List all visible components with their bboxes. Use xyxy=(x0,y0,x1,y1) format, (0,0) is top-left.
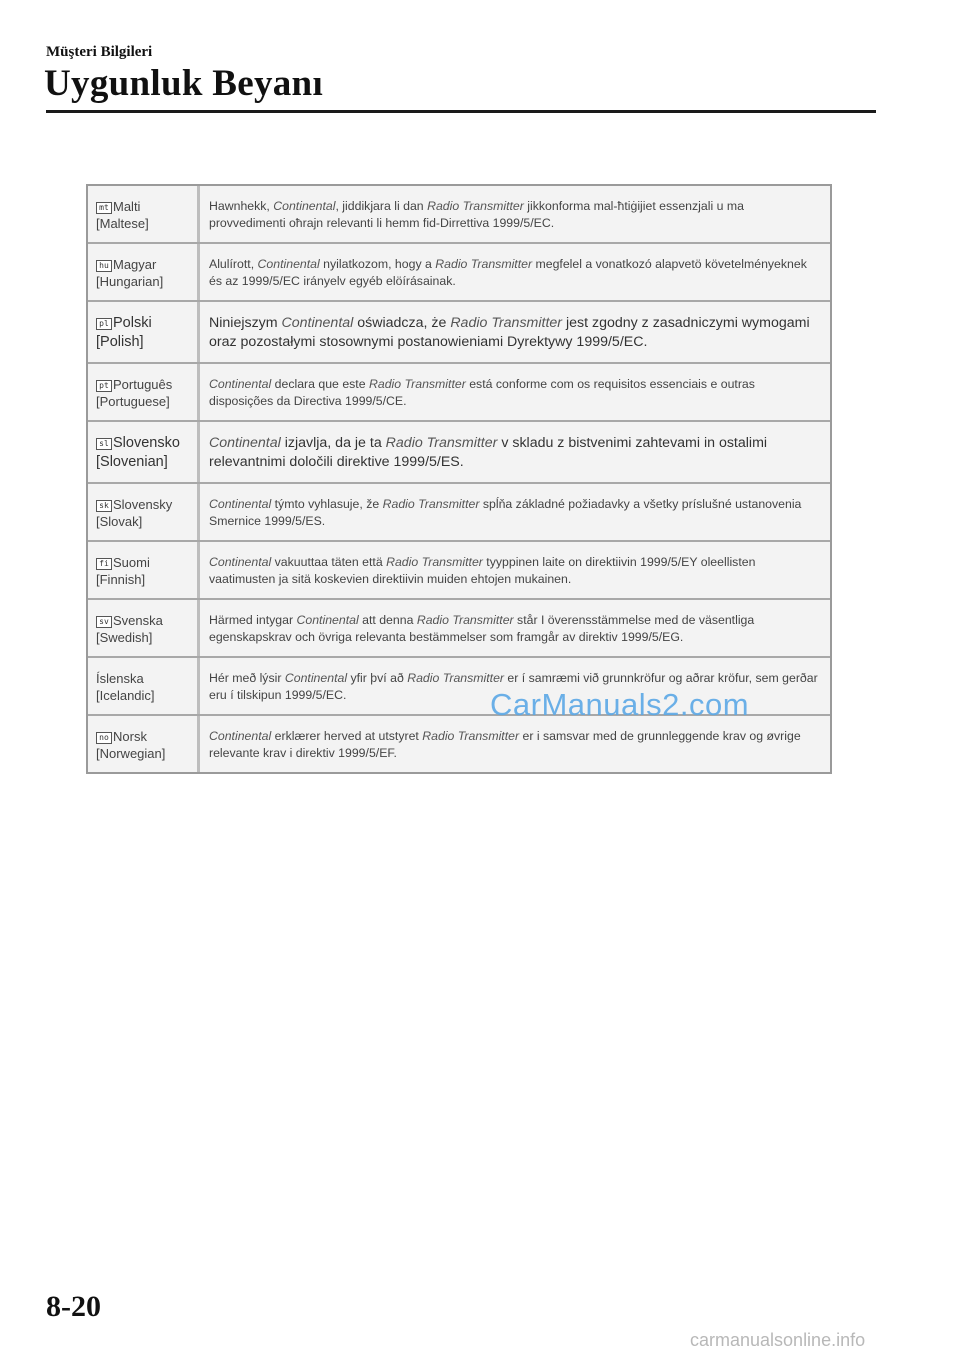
declaration-emphasis: Radio Transmitter xyxy=(382,497,480,511)
declaration-text xyxy=(200,600,830,656)
declaration-emphasis: Continental xyxy=(209,435,281,451)
language-cell xyxy=(88,186,200,242)
declaration-segment: jikkonforma mal-ħtiġijiet essenzjali u ma provvedimenti oħrajn relevanti li hemm fid-Dirrettiva 1999/5/EC. xyxy=(209,199,744,230)
language-native-name: Polski xyxy=(113,315,152,331)
declaration-segment: står I överensstämmelse med de väsentliga egenskapskrav och övriga relevanta bestämmelser som framgår av direktiv 1999/5/EG. xyxy=(209,613,755,644)
declaration-emphasis: Continental xyxy=(209,497,272,511)
language-english-name: [Maltese] xyxy=(96,216,149,231)
declaration-emphasis: Radio Transmitter xyxy=(416,613,514,627)
table-row xyxy=(88,600,830,658)
declaration-segment: Hér með lýsir xyxy=(209,671,285,685)
table-row xyxy=(88,302,830,364)
declaration-text xyxy=(200,244,830,300)
language-cell xyxy=(88,542,200,598)
declaration-emphasis: Continental xyxy=(209,729,272,743)
language-english-name: [Slovenian] xyxy=(96,454,168,470)
table-row xyxy=(88,422,830,484)
language-english-name: [Norwegian] xyxy=(96,746,166,761)
declaration-text xyxy=(200,716,830,772)
declaration-segment: vakuuttaa täten että xyxy=(271,555,387,569)
language-flag-icon: pl xyxy=(96,318,112,330)
declaration-text xyxy=(200,302,830,362)
declaration-emphasis: Radio Transmitter xyxy=(422,729,520,743)
section-label: Müşteri Bilgileri xyxy=(46,44,153,60)
table-row xyxy=(88,244,830,302)
declaration-segment: er i samsvar med de grunnleggende krav og øvrige relevante krav i direktiv 1999/5/EF. xyxy=(209,729,801,760)
declaration-emphasis: Radio Transmitter xyxy=(386,555,483,569)
declaration-segment: tyyppinen laite on direktiivin 1999/5/EY oleellisten vaatimusten ja sitä koskevien direktiivin muiden ehtojen mukainen. xyxy=(209,555,756,586)
declaration-segment: Härmed intygar xyxy=(209,613,297,627)
declaration-emphasis: Continental xyxy=(273,199,336,213)
language-english-name: [Hungarian] xyxy=(96,274,164,289)
declaration-emphasis: Continental xyxy=(209,555,272,569)
language-flag-icon: sk xyxy=(96,500,112,512)
declaration-segment: megfelel a vonatkozó alapvetö követelményeknek és az 1999/5/EC irányelv egyéb elöírásainak. xyxy=(209,257,807,288)
declaration-emphasis: Radio Transmitter xyxy=(407,671,505,685)
language-english-name: [Slovak] xyxy=(96,514,143,529)
language-native-name: Íslenska xyxy=(96,671,144,686)
declaration-segment: declara que este xyxy=(271,377,369,391)
language-native-name: Svenska xyxy=(113,613,163,628)
table-row xyxy=(88,542,830,600)
language-cell xyxy=(88,244,200,300)
language-native-name: Norsk xyxy=(113,729,147,744)
language-flag-icon: sl xyxy=(96,438,112,450)
language-cell xyxy=(88,302,200,362)
declaration-segment: Hawnhekk, xyxy=(209,199,274,213)
declaration-segment: izjavlja, da je ta xyxy=(280,435,386,451)
watermark-brand: CarManuals2.com xyxy=(490,687,750,722)
declaration-emphasis: Continental xyxy=(281,315,354,331)
declaration-emphasis: Radio Transmitter xyxy=(385,435,498,451)
language-cell xyxy=(88,364,200,420)
language-english-name: [Polish] xyxy=(96,334,144,350)
language-flag-icon: mt xyxy=(96,202,112,214)
declaration-emphasis: Continental xyxy=(284,671,348,685)
language-native-name: Malti xyxy=(113,199,141,214)
title-rule xyxy=(46,110,876,113)
language-flag-icon: hu xyxy=(96,260,112,272)
site-watermark: carmanualsonline.info xyxy=(690,1330,866,1350)
declaration-segment: está conforme com os requisitos essenciais e outras disposições da Directiva 1999/5/CE. xyxy=(209,377,755,408)
table-row xyxy=(88,484,830,542)
language-cell xyxy=(88,658,200,714)
language-native-name: Slovensko xyxy=(113,435,180,451)
declaration-emphasis: Continental xyxy=(296,613,359,627)
table-row xyxy=(88,716,830,772)
declaration-text xyxy=(200,484,830,540)
declaration-emphasis: Radio Transmitter xyxy=(435,257,533,271)
language-cell xyxy=(88,716,200,772)
declaration-emphasis: Radio Transmitter xyxy=(450,315,563,331)
declaration-emphasis: Radio Transmitter xyxy=(368,377,466,391)
declaration-segment: , jiddikjara li dan xyxy=(335,199,428,213)
table-row xyxy=(88,364,830,422)
table-row xyxy=(88,186,830,244)
language-flag-icon: fi xyxy=(96,558,112,570)
language-flag-icon: sv xyxy=(96,616,112,628)
language-english-name: [Finnish] xyxy=(96,572,146,587)
declaration-text xyxy=(200,364,830,420)
declaration-segment: nyilatkozom, hogy a xyxy=(319,257,436,271)
language-cell xyxy=(88,422,200,482)
declaration-segment: att denna xyxy=(358,613,417,627)
declaration-segment: spĺňa základné požiadavky a všetky príslušné ustanovenia Smernice 1999/5/ES. xyxy=(209,497,802,528)
declaration-text xyxy=(200,422,830,482)
language-english-name: [Swedish] xyxy=(96,630,153,645)
declaration-text xyxy=(200,542,830,598)
language-english-name: [Portuguese] xyxy=(96,394,170,409)
declaration-segment: týmto vyhlasuje, že xyxy=(271,497,383,511)
language-english-name: [Icelandic] xyxy=(96,688,155,703)
language-native-name: Slovensky xyxy=(113,497,173,512)
language-flag-icon: no xyxy=(96,732,112,744)
language-flag-icon: pt xyxy=(96,380,112,392)
language-cell xyxy=(88,600,200,656)
declaration-emphasis: Continental xyxy=(257,257,320,271)
declaration-segment: Niniejszym xyxy=(209,315,282,331)
declaration-segment: oświadcza, że xyxy=(353,315,451,331)
declaration-segment: v skladu z bistvenimi zahtevami in ostalimi relevantnimi določili direktive 1999/5/ES. xyxy=(209,435,768,470)
page-number: 8-20 xyxy=(46,1290,101,1323)
language-native-name: Português xyxy=(113,377,173,392)
declaration-emphasis: Radio Transmitter xyxy=(427,199,524,213)
declaration-segment: er í samræmi við grunnkröfur og aðrar kröfur, sem gerðar eru í tilskipun 1999/5/EC. xyxy=(209,671,818,702)
page-title: Uygunluk Beyanı xyxy=(44,63,324,104)
language-native-name: Magyar xyxy=(113,257,157,272)
declaration-emphasis: Continental xyxy=(209,377,272,391)
declaration-segment: Alulírott, xyxy=(209,257,258,271)
language-native-name: Suomi xyxy=(113,555,150,570)
declaration-segment: jest zgodny z zasadniczymi wymogami oraz pozostałymi stosownymi postanowieniami Dyrektywy 1999/5/EC. xyxy=(209,315,810,350)
declaration-text xyxy=(200,186,830,242)
declaration-table xyxy=(86,184,832,774)
declaration-segment: erklærer herved at utstyret xyxy=(271,729,423,743)
declaration-segment: yfir því að xyxy=(347,671,408,685)
language-cell xyxy=(88,484,200,540)
